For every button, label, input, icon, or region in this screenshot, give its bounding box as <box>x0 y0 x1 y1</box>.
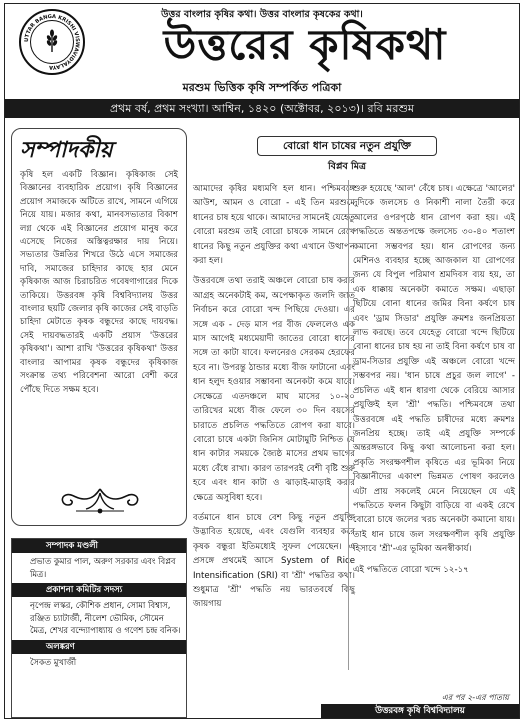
tagline: উত্তর বাংলার কৃষির কথা। উত্তর বাংলার কৃষকের কথা। <box>161 9 363 20</box>
article-column-2 <box>353 182 515 577</box>
footer-university: উত্তরবঙ্গ কৃষি বিশ্ববিদ্যালয় <box>321 704 519 719</box>
article-author: বিপ্লব মিত্র <box>327 161 367 172</box>
newsletter-page <box>4 3 520 719</box>
article-paragraph: এই পদ্ধতিতে বোরো খন্দে ১২-১৭ <box>353 564 469 575</box>
credits-text-illustration: সৈকত মুখার্জী <box>30 656 77 667</box>
newsletter-title: উত্তরের কৃষিকথা <box>163 20 447 69</box>
column-divider <box>348 180 349 670</box>
article-paragraph: বর্তমানে ধান চাষে বেশ কিছু নতুন প্রযুক্তি উদ্ভাবিত হয়েছে, এবং যেগুলি ব্যবহার করে কৃষক বন্ধুরা ইতিমধ্যেই সুফল পেয়েছেন। এ প্রসঙ্গে প্রথমেই আসে System of Rice Intensification (SRI) বা 'শ্রী' পদ্ধতির কথা। শুধুমাত্র 'শ্রী' পদ্ধতি নয় ভারতবর্ষে কিছু জায়গায় <box>193 512 355 610</box>
svg-text:UTTAR BANGA KRISHI VISWAVIDYAL: UTTAR BANGA KRISHI VISWAVIDYALAYA <box>23 13 81 71</box>
credits-text-editors: প্রভাত কুমার পাল, অরুণ সরকার এবং বিপ্লব মিত্র। <box>30 556 176 579</box>
editorial-heading: সম্পাদকীয় <box>20 137 113 163</box>
subtitle: মরশুম ভিত্তিক কৃষি সম্পর্কিত পত্রিকা <box>182 81 342 94</box>
credits-heading-editors: সম্পাদক মণ্ডলী <box>12 539 186 553</box>
masthead <box>5 4 519 76</box>
flourish-ornament-icon <box>56 485 144 515</box>
credits-text-publication: নৃপেন্দ্র লস্কর, কৌশিক প্রধান, সোমা বিশ্বাস, রঞ্জিত চ্যাটার্জী, নীলেশ ভৌমিক, সৌমেন মৈত্র, শেখর বন্দ্যোপাধ্যায় ও গণেশ চন্দ্র বনিক। <box>30 600 181 636</box>
editorial-body: কৃষি হল একটি বিজ্ঞান। কৃষিকাজ সেই বিজ্ঞানের ব্যবহারিক প্রয়োগ। কৃষি বিজ্ঞানের প্রয়োগ সমাজকে অটিতে রাখে, সামনে এগিয়ে নিয়ে যায়। মজার কথা, মানবসভ্যতার বিকাশ লগ্ন থেকে এই বিজ্ঞানের প্রয়োগ মানুষ করে এসেছে নিজের অস্তিত্বরক্ষার দায় নিয়ে। সভ্যতার উন্নতির শিখরে উঠে এসে সমাজের দাবি, সমাজের চাহিদার কাছে হার মেনে কৃষিকাজ আজ চিরাচরিত গবেষণাগারের দিকে তাকিয়ে। উত্তরবঙ্গ কৃষি বিশ্ববিদ্যালয় উত্তর বাংলার ছয়টি জেলার কৃষি কাজের সেই বাড়তি চাহিদা মেটাতে কৃষক বন্ধুদের কাছে দায়বদ্ধ। সেই দায়বদ্ধতারই একটি প্রয়াস 'উত্তরের কৃষিকথা'। আশা রাখি 'উত্তরের কৃষিকথা' উত্তর বাংলার আপামর কৃষক বন্ধুদের কৃষিকাজ সংক্রান্ত তথ্য পরিবেশনা আরো বেশী করে পৌঁছে দিতে সক্ষম হবে। <box>20 170 178 395</box>
article-paragraph: আমাদের কৃষির মধ্যমণি হল ধান। পশ্চিমবঙ্গে আউশ, আমন ও বোরো - এই তিন মরশুমে ধানের চাষ হয়ে থাকে। আমাদের সামনেই যেহেতু বোরো মরশুম তাই বোরো চাষকে সামনে রেখে ধানের কিছু নতুন প্রযুক্তির কথা এখানে উত্থাপন করা হল। <box>193 184 355 267</box>
edition-info: প্রথম বর্ষ, প্রথম সংখ্যা। আশ্বিন, ১৪২০ (অক্টোবর, ২০১৩)। রবি মরশুম <box>5 99 519 118</box>
article-paragraph: উত্তরবঙ্গে তথা তরাই অঞ্চলে বোরো চাষ করার আগ্রহ অনেকটাই কম, অপেক্ষাকৃত জলদি জাত নির্বাচন করে বোরো খন্দ পিছিয়ে দেওয়া। এর সঙ্গে এক - দেড় মাস পর বীজ ফেললেও এক মাস আগেই মধ্যমেয়াদী জাতের বোরো ধানের সঙ্গে তা কাটা যাবে। ফলনেরও সেরকম হেরফের হবে না। উপরন্তু ঠান্ডার মধ্যে বীজ ফাটানো এবং ধান হলুদ হওয়ার সম্ভাবনা অনেকটা কমে যাবে। সেক্ষেত্রে এতদঞ্চলে মাঘ মাসের ১০-২০ তারিখের মধ্যে বীজ ফেলে ৩০ দিন বয়সের চারাতে প্রচলিত পদ্ধতিতে রোপণ করা যাবে। বোরো চাষে একটা জিনিস মোটামুটি নিশ্চিত যে ধান কাটার সময়কে জ্যৈষ্ঠ মাসের প্রথম ভাগের মধ্যে বেঁধে রাখা। কারণ তারপরই বেশী বৃষ্টি শুরু হবে এবং ধান কাটা ও ঝাড়াই-মাড়াই করার ক্ষেত্রে অসুবিধা হবে। <box>193 276 355 503</box>
article-paragraph: শুরু হয়েছে 'আল' বেঁধে চাষ। এক্ষেত্রে 'আলের' দুদিকে জলসেচ ও নিকাশী নালা তৈরী করে আলের ওপরপৃষ্ঠে ধান রোপণ করা হয়। এই পদ্ধতিতে অন্ততপক্ষে জলসেচ ৩০-৪০ শতাংশ কমানো সম্ভবপর হয়। ধান রোপণের জন্য মেশিনও ব্যবহার হচ্ছে আজকাল যা রোপণের জন্য যে বিপুল পরিমাণ শ্রমদিবস ব্যয় হয়, তা এক ধাক্কায় অনেকটা কমাতে সক্ষম। এছাড়া ছিটিয়ে বোনা ধানের জমির বিনা কর্ষণে চাষ এবং 'ড্রাম সিডার' প্রযুক্তি ক্রমশঃ জনপ্রিয়তা লাভ করছে। তবে যেহেতু বোরো খন্দে ছিটিয়ে বোনা ধানের চাষ হয় না তাই বিনা কর্ষণে চাষ বা ড্রাম-সিডার প্রযুক্তি এই অঞ্চলে বোরো খন্দে সম্ভবপর নয়। 'ধান চাষে প্রচুর জল লাগে' - প্রচলিত এই ধান ধারণা থেকে বেরিয়ে আসার প্রযুক্তিই হল 'শ্রী' পদ্ধতি। পশ্চিমবঙ্গে তথা উত্তরবঙ্গে এই পদ্ধতি চাষীদের মধ্যে ক্রমশঃ জনপ্রিয় হচ্ছে। তাই এই প্রযুক্তি সম্পর্কে অন্তরঙ্গভাবে কিছু কথা আলোচনা করা হল। প্রকৃতি সংরক্ষণশীল কৃষিতে এর ভূমিকা নিয়ে বিজ্ঞানীদের একাংশ ভিন্নমত পোষণ করলেও এটা প্রায় সকলেই মেনে নিয়েছেন যে এই পদ্ধতিতে ফলন কিছুটা বাড়িয়ে বা একই রেখে বোরো চাষে জলের খরচ অনেকটা কমানো যায়। তাই ধান চাষে জল সংরক্ষণশীল কৃষি প্রযুক্তি হিসাবে 'শ্রী'-এর ভূমিকা অনস্বীকার্য। <box>353 184 515 555</box>
article-title: বোরো ধান চাষের নতুন প্রযুক্তি <box>257 136 437 156</box>
credits-heading-illustration: অলঙ্করণ <box>12 640 186 654</box>
editorial-box <box>11 128 187 526</box>
wheat-icon <box>43 29 61 53</box>
continued-note: এর পর ২-এর পাতায় <box>441 693 509 702</box>
article-column-1 <box>193 182 355 612</box>
credits-heading-publication: প্রকাশনা কমিটির সদস্য <box>12 583 186 597</box>
credits-box <box>11 538 187 718</box>
